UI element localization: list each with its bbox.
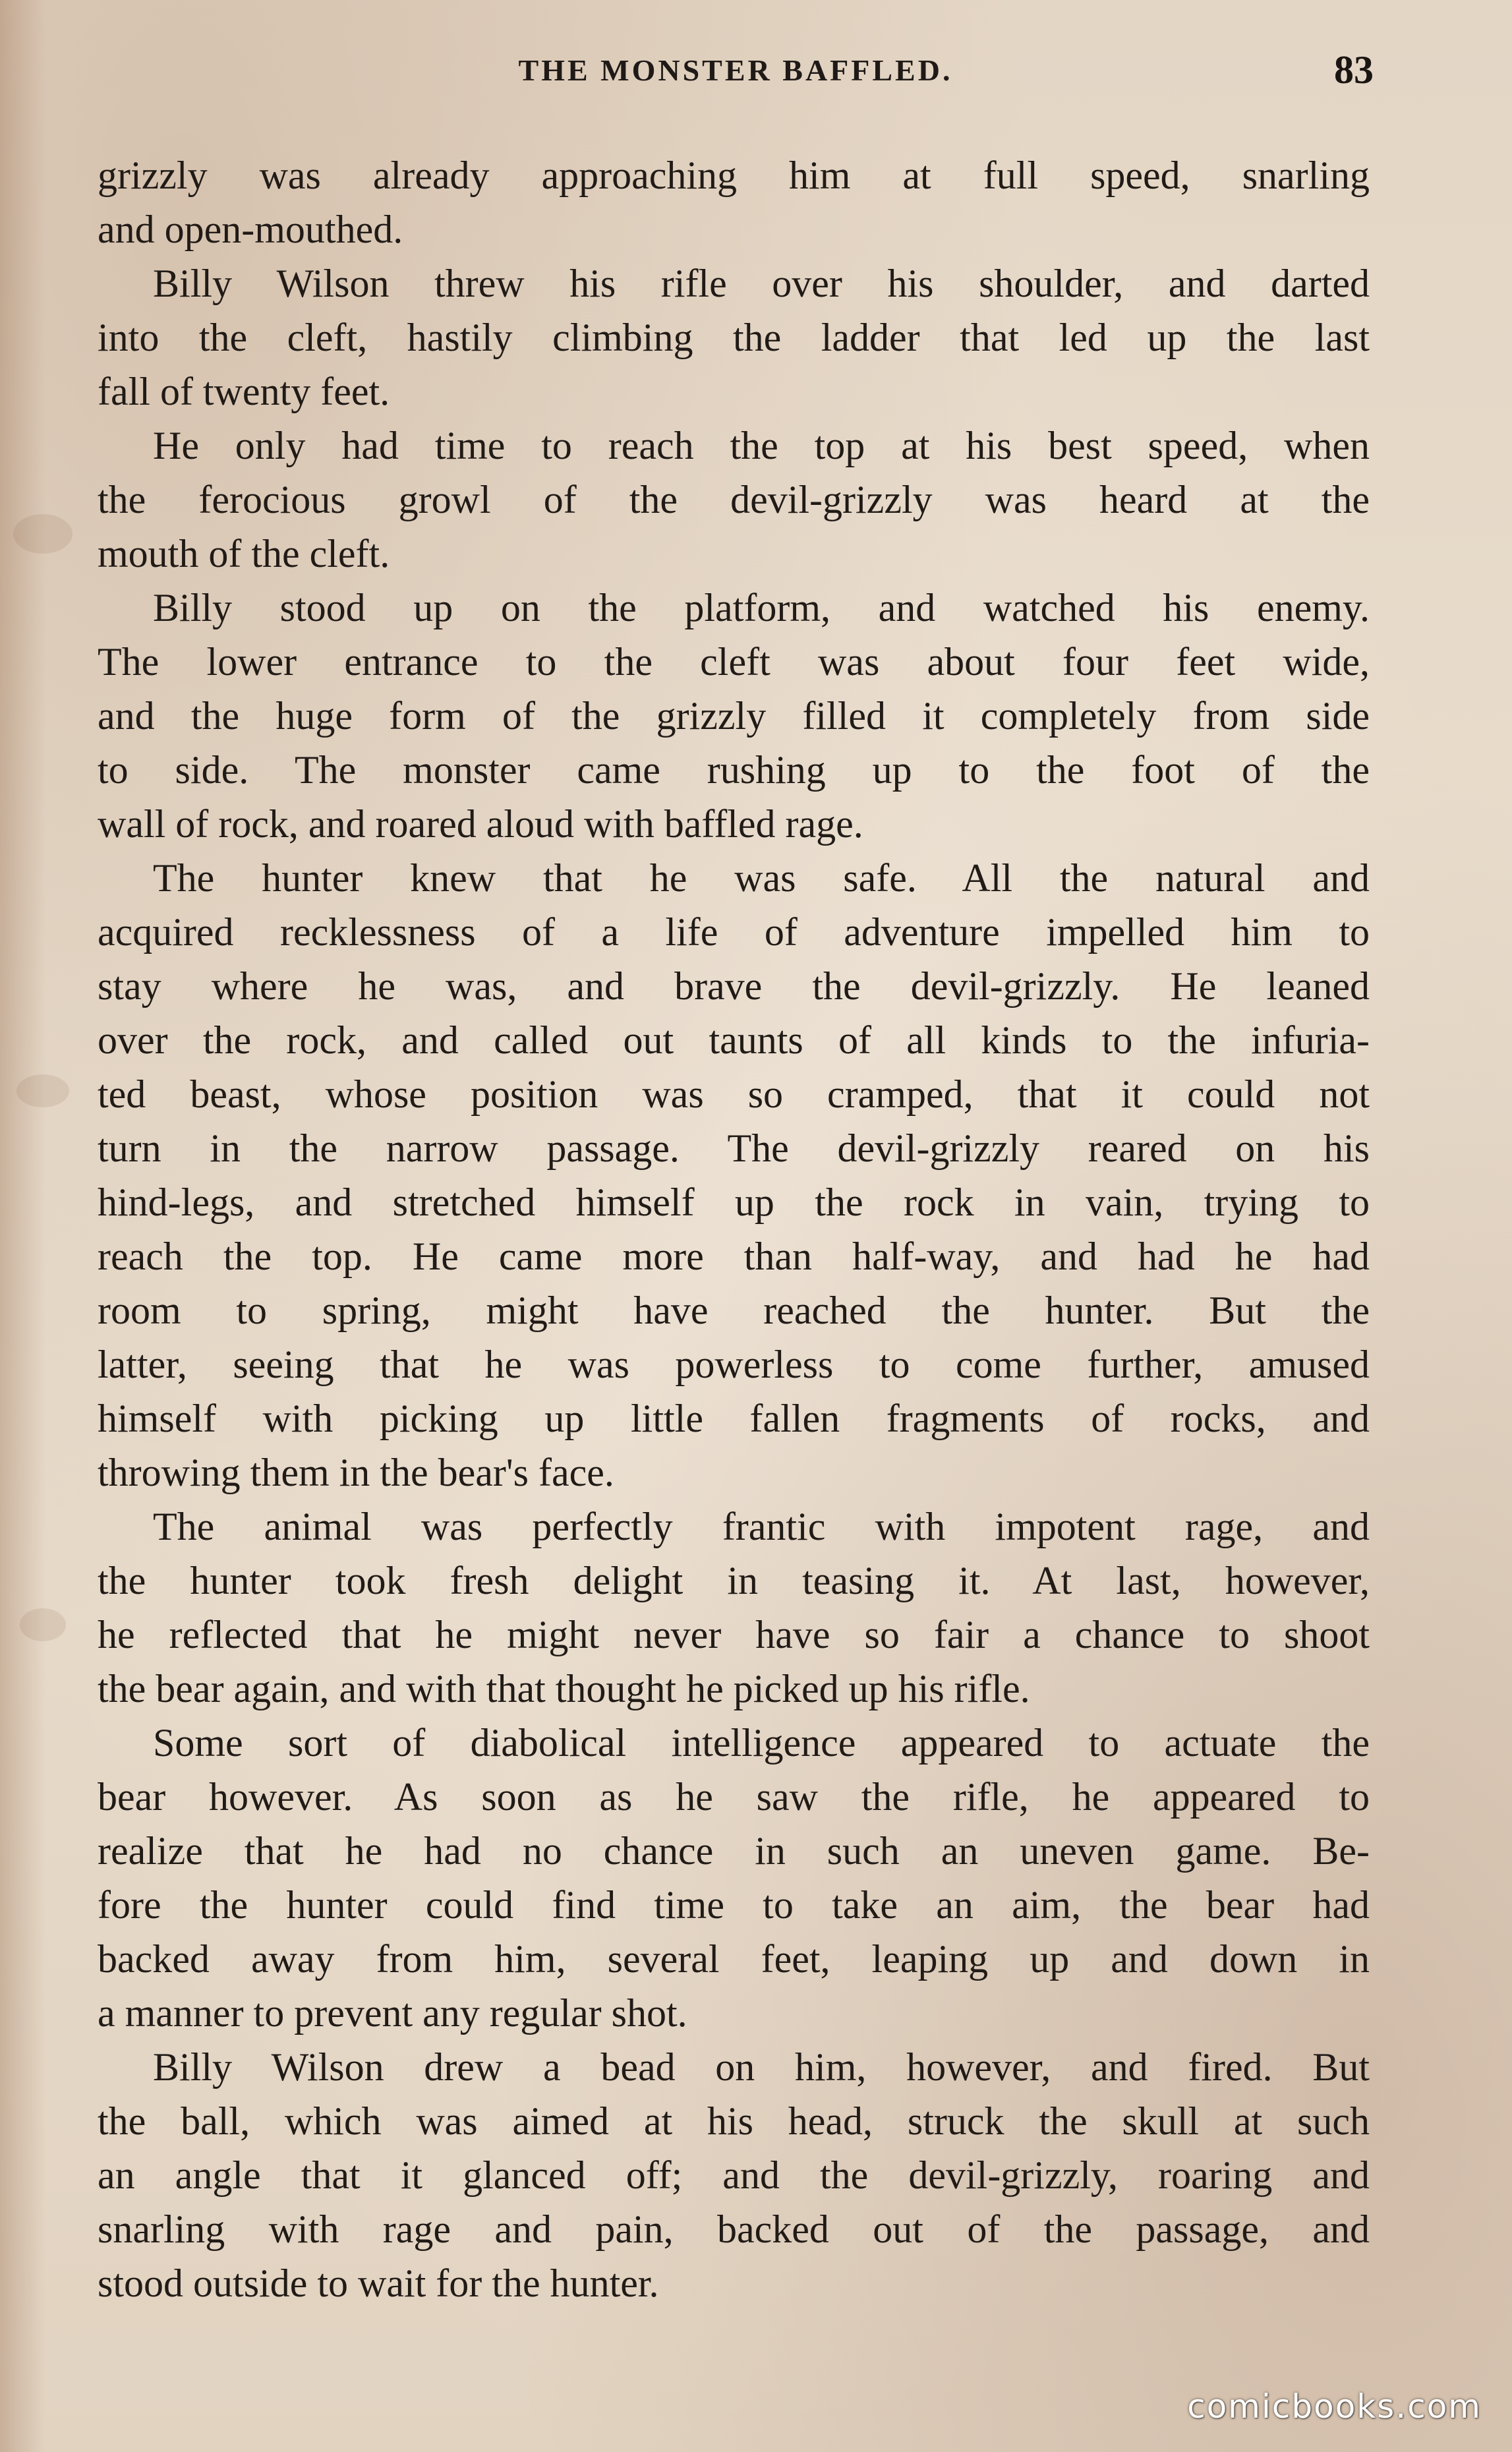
text-line: stood outside to wait for the hunter.	[98, 2262, 659, 2305]
text-line: the bear again, and with that thought he picked up his rifle.	[98, 1667, 1030, 1710]
paper-stain	[13, 514, 73, 554]
text-line: realize that he had no chance in such an uneven game. Be-	[98, 1829, 1370, 1873]
text-line: throwing them in the bear's face.	[98, 1451, 614, 1494]
text-line: The lower entrance to the cleft was about four feet wide,	[98, 640, 1370, 684]
text-line: latter, seeing that he was powerless to come further, amused	[98, 1343, 1370, 1386]
text-line: stay where he was, and brave the devil-grizzly. He leaned	[98, 964, 1370, 1008]
watermark: comicbooks.com	[1187, 2387, 1482, 2426]
text-line: acquired recklessness of a life of adventure impelled him to	[98, 910, 1370, 954]
text-line: the ferocious growl of the devil-grizzly was heard at the	[98, 478, 1370, 521]
text-line: The hunter knew that he was safe. All the natural and	[153, 856, 1370, 900]
text-line: he reflected that he might never have so fair a chance to shoot	[98, 1613, 1370, 1656]
text-line: himself with picking up little fallen fragments of rocks, and	[98, 1397, 1370, 1440]
text-line: ted beast, whose position was so cramped, that it could not	[98, 1072, 1370, 1116]
text-line: to side. The monster came rushing up to the foot of the	[98, 748, 1370, 792]
text-line: an angle that it glanced off; and the devil-grizzly, roaring and	[98, 2153, 1370, 2197]
text-line: wall of rock, and roared aloud with baffled rage.	[98, 802, 863, 846]
text-line: Billy Wilson threw his rifle over his shoulder, and darted	[153, 262, 1370, 305]
body-text	[98, 148, 1370, 2310]
text-line: mouth of the cleft.	[98, 532, 390, 575]
text-line: Some sort of diabolical intelligence appeared to actuate the	[153, 1721, 1370, 1765]
text-line: and the huge form of the grizzly filled it completely from side	[98, 694, 1370, 738]
text-line: the ball, which was aimed at his head, struck the skull at such	[98, 2099, 1370, 2143]
text-line: fall of twenty feet.	[98, 370, 390, 413]
text-line: over the rock, and called out taunts of all kinds to the infuria-	[98, 1018, 1370, 1062]
running-head	[98, 48, 1374, 105]
text-line: snarling with rage and pain, backed out of the passage, and	[98, 2207, 1370, 2251]
running-title: THE MONSTER BAFFLED.	[518, 53, 953, 87]
text-line: the hunter took fresh delight in teasing it. At last, however,	[98, 1559, 1370, 1602]
text-line: reach the top. He came more than half-way, and had he had	[98, 1235, 1370, 1278]
text-line: backed away from him, several feet, leaping up and down in	[98, 1937, 1370, 1981]
text-line: bear however. As soon as he saw the rifle, he appeared to	[98, 1775, 1370, 1819]
text-line: fore the hunter could find time to take an aim, the bear had	[98, 1883, 1370, 1927]
text-line: and open-mouthed.	[98, 208, 403, 251]
text-line: Billy stood up on the platform, and watched his enemy.	[153, 586, 1370, 629]
text-line: He only had time to reach the top at his best speed, when	[153, 424, 1370, 467]
text-line: hind-legs, and stretched himself up the rock in vain, trying to	[98, 1181, 1370, 1224]
paper-stain	[16, 1074, 69, 1107]
text-line: into the cleft, hastily climbing the ladder that led up the last	[98, 316, 1370, 359]
text-line: grizzly was already approaching him at full speed, snarling	[98, 154, 1370, 197]
page-number: 83	[1334, 48, 1374, 92]
text-line: Billy Wilson drew a bead on him, however, and fired. But	[153, 2045, 1370, 2089]
text-line: a manner to prevent any regular shot.	[98, 1991, 687, 2035]
paper-stain	[20, 1608, 66, 1641]
text-line: The animal was perfectly frantic with impotent rage, and	[153, 1505, 1370, 1548]
text-line: turn in the narrow passage. The devil-grizzly reared on his	[98, 1126, 1370, 1170]
text-line: room to spring, might have reached the hunter. But the	[98, 1289, 1370, 1332]
